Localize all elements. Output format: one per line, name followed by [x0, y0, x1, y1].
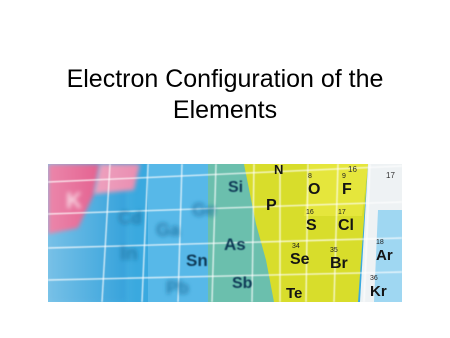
- slide-title-line-2: Elements: [172, 96, 278, 124]
- slide-title: [30, 64, 420, 126]
- periodic-table-image: [48, 164, 402, 302]
- periodic-table-photo: [48, 164, 402, 302]
- slide-title-line-1: Electron Configuration of the: [66, 65, 384, 93]
